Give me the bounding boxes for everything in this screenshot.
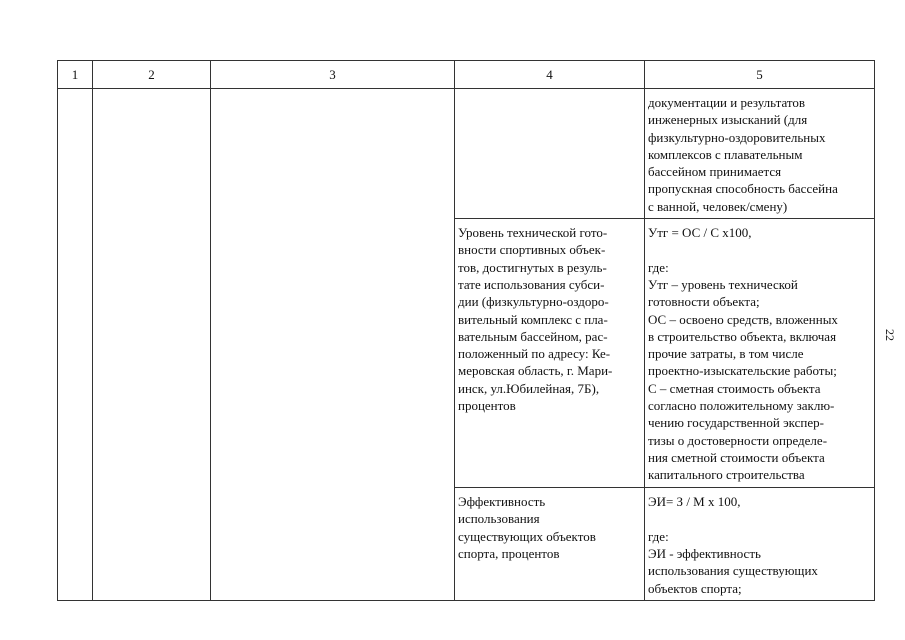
- readiness-formula-text: Утг = ОС / С х100, где: Утг – уровень технической готовности объекта; ОС – освоено средств, вложенных в строительство объекта, включая прочие затраты, в том числе проектно-изыскательские работы; С – сметная стоимость объекта согласно положительному заклю- чению государственной экспер- тизы о достоверности определе- ния сметной стоимости объекта капитального строительства: [648, 225, 838, 483]
- col4-text: [455, 89, 644, 94]
- col5-cell-efficiency: [645, 488, 875, 601]
- page-number: 22: [883, 329, 897, 341]
- documentation-note-text: документации и результатов инженерных изысканий (для физкультурно-оздоровительных комплексов с плавательным бассейном принимается пропускная способность бассейна с ванной, человек/смену): [648, 95, 838, 214]
- col4-cell-efficiency: [455, 488, 645, 601]
- header-cell-1: 1: [58, 61, 93, 89]
- header-cell-4: 4: [455, 61, 645, 89]
- col2-cell: [93, 89, 211, 601]
- col5-cell-continuation: [645, 89, 875, 219]
- table-row: [58, 89, 875, 219]
- readiness-indicator-text: Уровень технической гото- вности спортивных объек- тов, достигнутых в резуль- тате использования субси- дии (физкультурно-оздоро- вительный комплекс с пла- вательным бассейном, рас- положенный по адресу: Ке- меровская область, г. Мари- инск, ул.Юбилейная, 7Б), процентов: [458, 225, 613, 414]
- efficiency-indicator-text: Эффективность использования существующих объектов спорта, процентов: [458, 494, 596, 561]
- col4-cell-empty: [455, 89, 645, 219]
- col5-cell-readiness: [645, 219, 875, 488]
- header-cell-3: 3: [211, 61, 455, 89]
- indicator-table: [57, 60, 875, 601]
- table-header-row: [58, 61, 875, 89]
- efficiency-formula-text: ЭИ= З / М х 100, где: ЭИ - эффективность использования существующих объектов спорта;: [648, 494, 818, 596]
- header-cell-5: 5: [645, 61, 875, 89]
- header-cell-2: 2: [93, 61, 211, 89]
- col1-cell: [58, 89, 93, 601]
- col4-cell-readiness: [455, 219, 645, 488]
- col3-cell: [211, 89, 455, 601]
